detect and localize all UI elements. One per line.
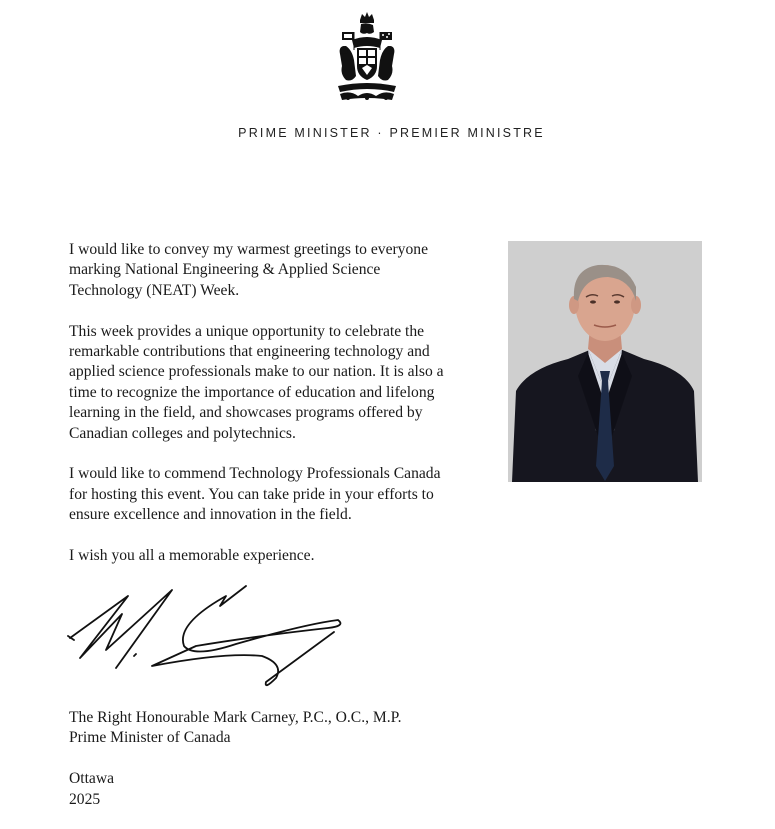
place: Ottawa bbox=[69, 770, 115, 788]
year: 2025 bbox=[69, 790, 101, 808]
text-line: applied science professionals make to our nation. It is also a bbox=[69, 363, 444, 381]
text-line: remarkable contributions that engineering technology and bbox=[69, 343, 430, 361]
text-line: I would like to commend Technology Professionals Canada bbox=[69, 465, 441, 483]
text-line: ensure excellence and innovation in the field. bbox=[69, 506, 352, 524]
paragraph-opportunity bbox=[69, 322, 499, 444]
portrait-photo bbox=[508, 241, 702, 482]
text-line: learning in the field, and showcases programs offered by bbox=[69, 404, 423, 422]
paragraph-wishes bbox=[69, 546, 499, 566]
letterhead-title: PRIME MINISTER · PREMIER MINISTRE bbox=[238, 126, 545, 140]
signatory-name: The Right Honourable Mark Carney, P.C., O.C., M.P. bbox=[69, 709, 402, 726]
text-line: marking National Engineering & Applied Science bbox=[69, 261, 381, 279]
paragraph-commendation bbox=[69, 464, 499, 525]
text-line: Technology (NEAT) Week. bbox=[69, 281, 240, 299]
signatory-title: Prime Minister of Canada bbox=[69, 729, 231, 747]
spacer bbox=[69, 749, 489, 769]
text-line: I would like to convey my warmest greetings to everyone bbox=[69, 241, 428, 258]
closing-block bbox=[69, 708, 489, 810]
text-line: Canadian colleges and polytechnics. bbox=[69, 424, 296, 442]
text-line: This week provides a unique opportunity to celebrate the bbox=[69, 322, 425, 340]
paragraph-greeting bbox=[69, 240, 499, 301]
text-line: for hosting this event. You can take pride in your efforts to bbox=[69, 485, 434, 503]
signature-image bbox=[66, 580, 346, 692]
text-line: time to recognize the importance of education and lifelong bbox=[69, 383, 435, 401]
coat-of-arms-icon bbox=[330, 10, 404, 106]
letter-body bbox=[69, 240, 499, 587]
text-line: I wish you all a memorable experience. bbox=[69, 547, 315, 565]
